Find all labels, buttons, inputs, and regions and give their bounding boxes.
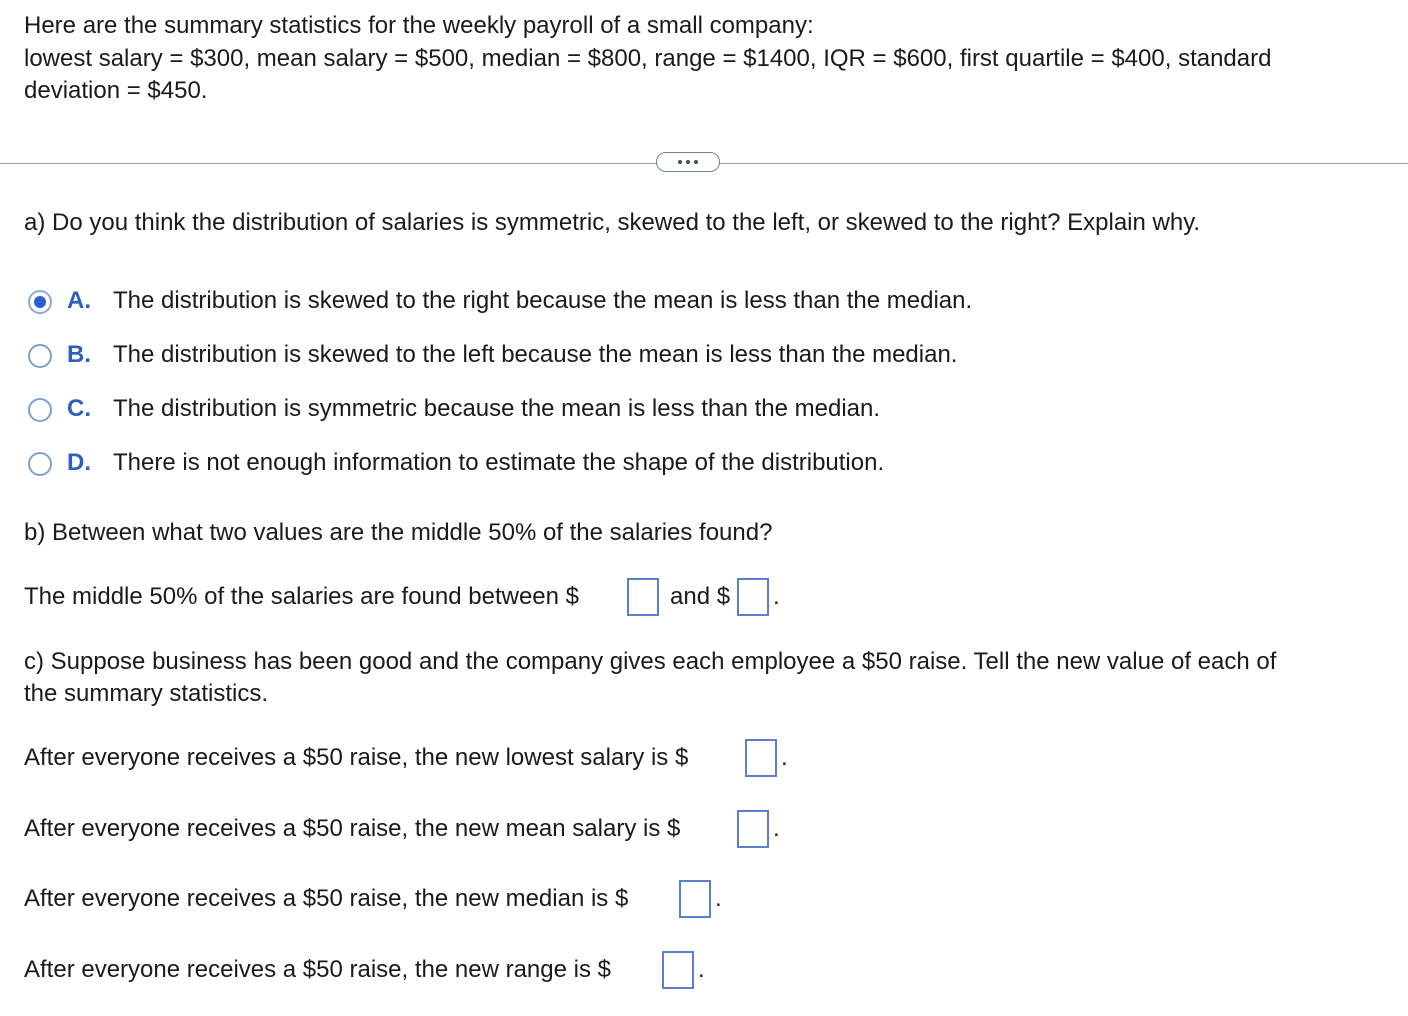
answer-box-range[interactable] <box>662 951 694 989</box>
option-letter: C. <box>67 395 91 422</box>
answer-box-mean[interactable] <box>737 810 769 848</box>
dot-icon <box>694 160 698 164</box>
lowest-salary-prompt: After everyone receives a $50 raise, the new lowest salary is $ <box>24 744 689 771</box>
radio-button[interactable] <box>28 398 52 422</box>
option-text: The distribution is symmetric because the mean is less than the median. <box>113 395 881 422</box>
part-a-question: a) Do you think the distribution of salaries is symmetric, skewed to the left, or skewed to the right? Explain why. <box>24 209 1201 236</box>
option-letter: A. <box>67 287 91 314</box>
answer-box-high[interactable] <box>737 578 769 616</box>
range-prompt: After everyone receives a $50 raise, the new range is $ <box>24 956 611 983</box>
period: . <box>715 885 722 912</box>
option-letter: B. <box>67 341 91 368</box>
part-c-question-line-1: c) Suppose business has been good and the company gives each employee a $50 raise. Tell the new value of each of <box>24 648 1277 675</box>
period: . <box>781 744 788 771</box>
intro-line-2: lowest salary = $300, mean salary = $500, median = $800, range = $1400, IQR = $600, first quartile = $400, standard <box>24 45 1272 72</box>
radio-button-selected[interactable] <box>28 290 52 314</box>
part-b-sentence-mid: and $ <box>670 583 731 610</box>
period: . <box>698 956 705 983</box>
period: . <box>773 815 780 842</box>
option-text: The distribution is skewed to the right because the mean is less than the median. <box>113 287 973 314</box>
option-text: There is not enough information to estimate the shape of the distribution. <box>113 449 885 476</box>
radio-button[interactable] <box>28 452 52 476</box>
answer-box-low[interactable] <box>627 578 659 616</box>
answer-box-median[interactable] <box>679 880 711 918</box>
option-text: The distribution is skewed to the left because the mean is less than the median. <box>113 341 958 368</box>
dot-icon <box>686 160 690 164</box>
median-prompt: After everyone receives a $50 raise, the new median is $ <box>24 885 629 912</box>
option-letter: D. <box>67 449 91 476</box>
part-b-sentence-start: The middle 50% of the salaries are found between $ <box>24 583 580 610</box>
expand-more-button[interactable] <box>656 152 720 172</box>
intro-line-1: Here are the summary statistics for the weekly payroll of a small company: <box>24 12 814 39</box>
answer-box-lowest[interactable] <box>745 739 777 777</box>
part-b-question: b) Between what two values are the middle 50% of the salaries found? <box>24 519 773 546</box>
intro-line-3: deviation = $450. <box>24 77 208 104</box>
radio-button[interactable] <box>28 344 52 368</box>
part-c-question-line-2: the summary statistics. <box>24 680 269 707</box>
period: . <box>773 583 780 610</box>
mean-salary-prompt: After everyone receives a $50 raise, the new mean salary is $ <box>24 815 681 842</box>
dot-icon <box>678 160 682 164</box>
